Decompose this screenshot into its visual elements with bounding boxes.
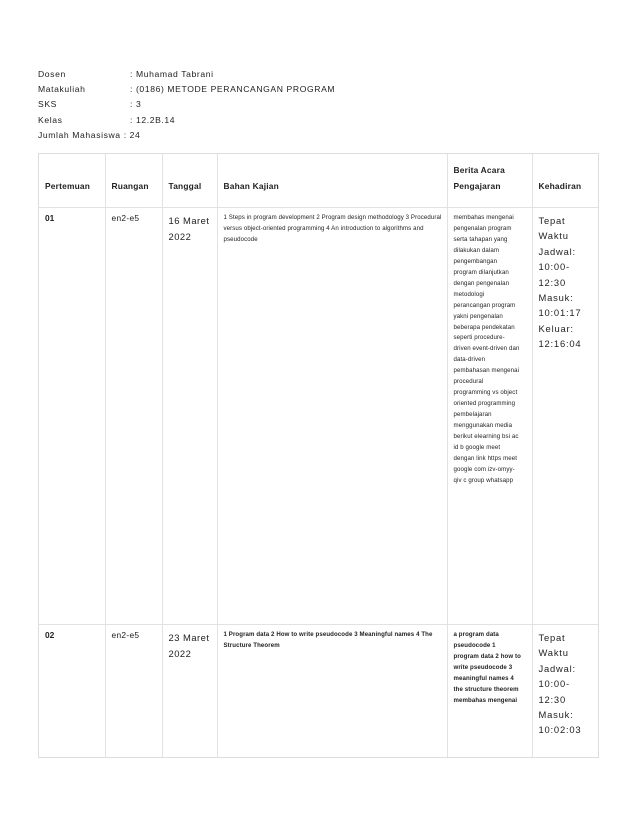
- kelas-value: : 12.2B.14: [130, 114, 176, 125]
- header-tanggal: [162, 154, 217, 208]
- header-kehadiran-label: Kehadiran: [538, 181, 582, 191]
- jumlah-value: : 24: [123, 129, 141, 140]
- cell-pertemuan: [39, 208, 105, 625]
- header-tanggal-label: Tanggal: [168, 181, 202, 191]
- cell-ruangan: [105, 625, 162, 759]
- course-info: [38, 67, 335, 143]
- cell-pertemuan: [39, 625, 105, 759]
- attendance-table-container[interactable]: [38, 153, 599, 758]
- cell-berita-acara: [447, 208, 532, 625]
- dosen-value: : Muhamad Tabrani: [130, 69, 214, 79]
- sks-label: SKS: [38, 99, 57, 110]
- header-berita-acara: [447, 154, 532, 208]
- info-row-jumlah: [38, 128, 335, 143]
- header-bahan-kajian-label: Bahan Kajian: [223, 181, 279, 191]
- jumlah-label: Jumlah Mahasiswa: [38, 129, 121, 140]
- cell-berita-acara: [447, 625, 532, 759]
- table-row: [39, 625, 598, 759]
- bahan-kajian-text: 1 Steps in program development 2 Program design methodology 3 Procedural versus object-oriented programming 4 An introduction to algorithms and pseudocode: [223, 214, 442, 243]
- cell-tanggal: [162, 208, 217, 625]
- kelas-label: Kelas: [38, 114, 63, 125]
- berita-acara-text: membahas mengenai pengenalan program serta tahapan yang dilakukan dalam pengembangan program dilanjutkan dengan pengenalan metodologi perancangan program yakni pengenalan beberapa pendekatan seperti procedure-driven event-driven dan data-driven pembahasan mengenai procedural programming vs object oriented programming pembelajaran menggunakan media berikut elearning bsi ac id b google meet dengan link https meet google com izv-omyy-qiv c group whatsapp: [453, 214, 520, 484]
- table-header-row: [39, 154, 598, 208]
- cell-tanggal: [162, 625, 217, 759]
- info-row-kelas: [38, 113, 335, 128]
- pertemuan-number: 01: [45, 213, 55, 223]
- berita-acara-text: a program data pseudocode 1 program data 2 how to write pseudocode 3 meaningful names 4 the structure theorem membahas mengenai: [453, 631, 521, 704]
- info-row-sks: [38, 97, 335, 112]
- ruangan-value: en2-e5: [111, 213, 140, 223]
- info-row-dosen: [38, 67, 335, 82]
- cell-bahan-kajian: [217, 625, 447, 759]
- header-ruangan-label: Ruangan: [111, 181, 149, 191]
- header-bahan-kajian: [217, 154, 447, 208]
- pertemuan-number: 02: [45, 630, 55, 640]
- kehadiran-text: Tepat Waktu Jadwal: 10:00-12:30 Masuk: 10:02:03: [538, 632, 582, 736]
- ruangan-value: en2-e5: [111, 630, 140, 640]
- cell-kehadiran: [532, 625, 598, 759]
- tanggal-value: 23 Maret 2022: [168, 632, 210, 659]
- dosen-label: Dosen: [38, 69, 66, 79]
- matakuliah-label: Matakuliah: [38, 84, 86, 95]
- header-pertemuan: [39, 154, 105, 208]
- cell-bahan-kajian: [217, 208, 447, 625]
- tanggal-value: 16 Maret 2022: [168, 215, 210, 242]
- header-berita-acara-label: Berita Acara Pengajaran: [453, 165, 505, 191]
- header-kehadiran: [532, 154, 598, 208]
- header-ruangan: [105, 154, 162, 208]
- table-row: [39, 208, 598, 625]
- attendance-table: [39, 154, 598, 758]
- info-row-matakuliah: [38, 82, 335, 97]
- kehadiran-text: Tepat Waktu Jadwal: 10:00-12:30 Masuk: 10:01:17 Keluar: 12:16:04: [538, 215, 582, 350]
- header-pertemuan-label: Pertemuan: [45, 181, 91, 191]
- sks-value: : 3: [130, 99, 142, 110]
- bahan-kajian-text: 1 Program data 2 How to write pseudocode 3 Meaningful names 4 The Structure Theorem: [223, 631, 433, 649]
- cell-kehadiran: [532, 208, 598, 625]
- matakuliah-value: : (0186) METODE PERANCANGAN PROGRAM: [130, 84, 336, 95]
- cell-ruangan: [105, 208, 162, 625]
